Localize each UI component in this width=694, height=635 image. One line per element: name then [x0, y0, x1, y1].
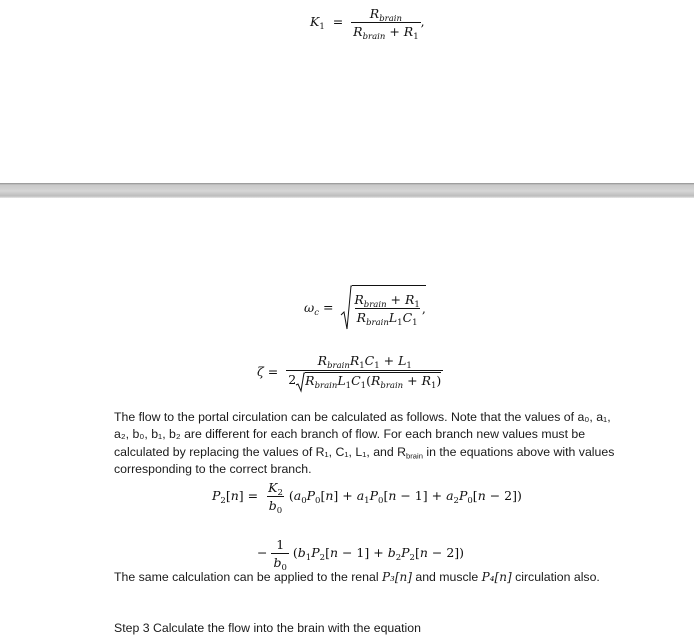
- paragraph-renal-text-3: circulation also.: [511, 570, 600, 584]
- sqrt-sign-icon: [296, 372, 305, 392]
- paragraph-portal-subscript: brain: [406, 451, 423, 461]
- symbol-p4: P₄[n]: [481, 570, 512, 584]
- document-page-upper: [0, 0, 694, 183]
- cut-off-text-line: [114, 621, 444, 635]
- paragraph-renal-text-1: The same calculation can be applied to the renal: [114, 570, 382, 584]
- page-separator: [0, 183, 694, 198]
- equation-zeta: ζ = $R_{brain}R_1C_1 + L_1$ 2 $R_{brain}L_1C_1(R_{brain} + R_1)$: [257, 353, 442, 391]
- paragraph-renal-muscle: [114, 569, 624, 586]
- equation-omega-c: $\omega_c$ = $\frac{R_{brain} + R_1}{R_{brain}L_1C_1}$ ,: [304, 285, 426, 331]
- paragraph-renal-text-2: and muscle: [411, 570, 482, 584]
- paragraph-portal-text-2: in the equations above with values corresponding to the correct branch.: [114, 444, 615, 477]
- equation-p2-line-2: − $\frac{1}{b_0}$ $(b_1P_2[n - 1] + b_2P_2[n - 2])$: [257, 537, 465, 573]
- symbol-p3: P₃[n]: [381, 570, 412, 584]
- paragraph-portal-text-1: The flow to the portal circulation can be calculated as follows. Note that the values of a₀, a₁, a₂, b₀, b₁, b₂ are different for each branch of flow. For each branch new values must be calculated by replacing the values of R₁, C₁, L₁, and R: [114, 410, 611, 459]
- sqrt-sign-icon: [341, 285, 352, 331]
- equation-k1: $K_1$ = $\frac{R_{brain}}{R_{brain} + R_1}$ ,: [310, 6, 425, 42]
- paragraph-portal-flow: [114, 409, 624, 479]
- equation-p2-line-1: $P_2[n]$ = $\frac{K_2}{b_0}$ $(a_0P_0[n] + a_1P_0[n - 1] + a_2P_0[n - 2])$: [212, 480, 522, 516]
- cut-off-text: Step 3 Calculate the flow into the brain with the equation: [114, 621, 421, 635]
